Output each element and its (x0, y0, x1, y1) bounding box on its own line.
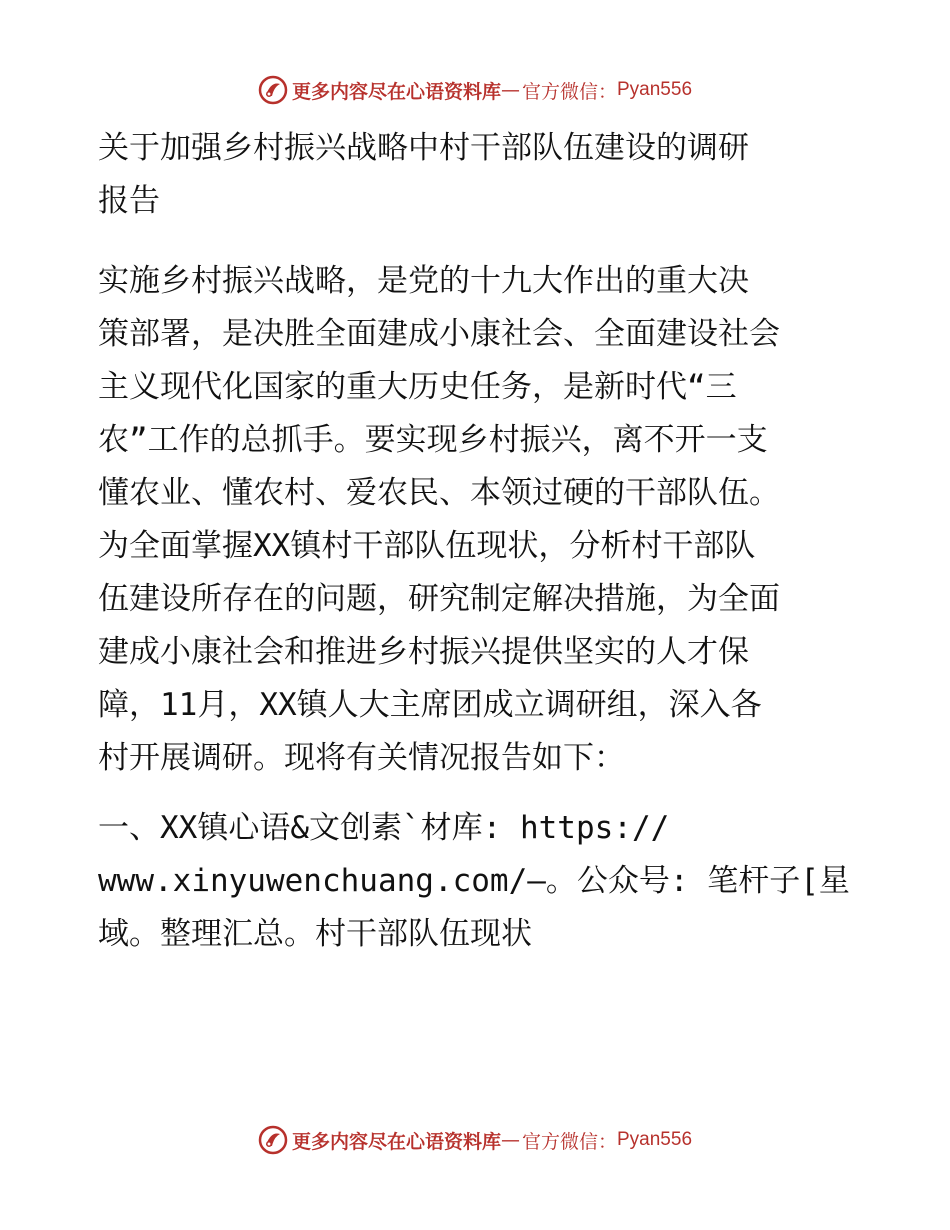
document-body (98, 122, 858, 961)
header-wechat-label: 官方微信： (521, 80, 617, 103)
intro-line-7: 伍建设所存在的问题，研究制定解决措施，为全面 (98, 581, 780, 617)
intro-line-6: 为全面掌握XX镇村干部队伍现状，分析村干部队 (98, 528, 756, 564)
intro-line-3: 主义现代化国家的重大历史任务，是新时代“三 (98, 369, 737, 405)
intro-line-4: 农”工作的总抓手。要实现乡村振兴，离不开一支 (98, 422, 768, 458)
header-promo-text: 更多内容尽在心语资料库 (291, 80, 501, 103)
intro-line-8: 建成小康社会和推进乡村振兴提供坚实的人才保 (98, 634, 749, 670)
intro-paragraph (98, 255, 858, 785)
header-separator: — (500, 79, 520, 101)
title-line-2: 报告 (98, 183, 160, 219)
footer-promo-text: 更多内容尽在心语资料库 (291, 1130, 501, 1153)
intro-line-5: 懂农业、懂农村、爱农民、本领过硬的干部队伍。 (98, 475, 780, 511)
intro-line-2: 策部署，是决胜全面建成小康社会、全面建设社会 (98, 316, 780, 352)
section-heading (98, 802, 858, 961)
brand-logo-icon (258, 1125, 288, 1155)
header-banner (0, 70, 950, 110)
section-line-3: 域。整理汇总。村干部队伍现状 (98, 916, 532, 952)
footer-wechat-label: 官方微信： (521, 1130, 617, 1153)
header-wechat-id: Pyan556 (617, 79, 693, 100)
intro-line-10: 村开展调研。现将有关情况报告如下： (98, 740, 625, 776)
footer-wechat-id: Pyan556 (617, 1129, 693, 1150)
brand-logo-icon (258, 75, 288, 105)
intro-line-9: 障，11月，XX镇人大主席团成立调研组，深入各 (98, 687, 762, 723)
footer-separator: — (500, 1129, 520, 1151)
intro-line-1: 实施乡村振兴战略，是党的十九大作出的重大决 (98, 263, 749, 299)
document-title (98, 122, 858, 228)
footer-banner (0, 1120, 950, 1160)
section-line-2: www.xinyuwenchuang.com/—。公众号: 笔杆子[星 (98, 863, 850, 899)
section-line-1: 一、XX镇心语&文创素`材库: https:// (98, 810, 670, 846)
title-line-1: 关于加强乡村振兴战略中村干部队伍建设的调研 (98, 130, 749, 166)
